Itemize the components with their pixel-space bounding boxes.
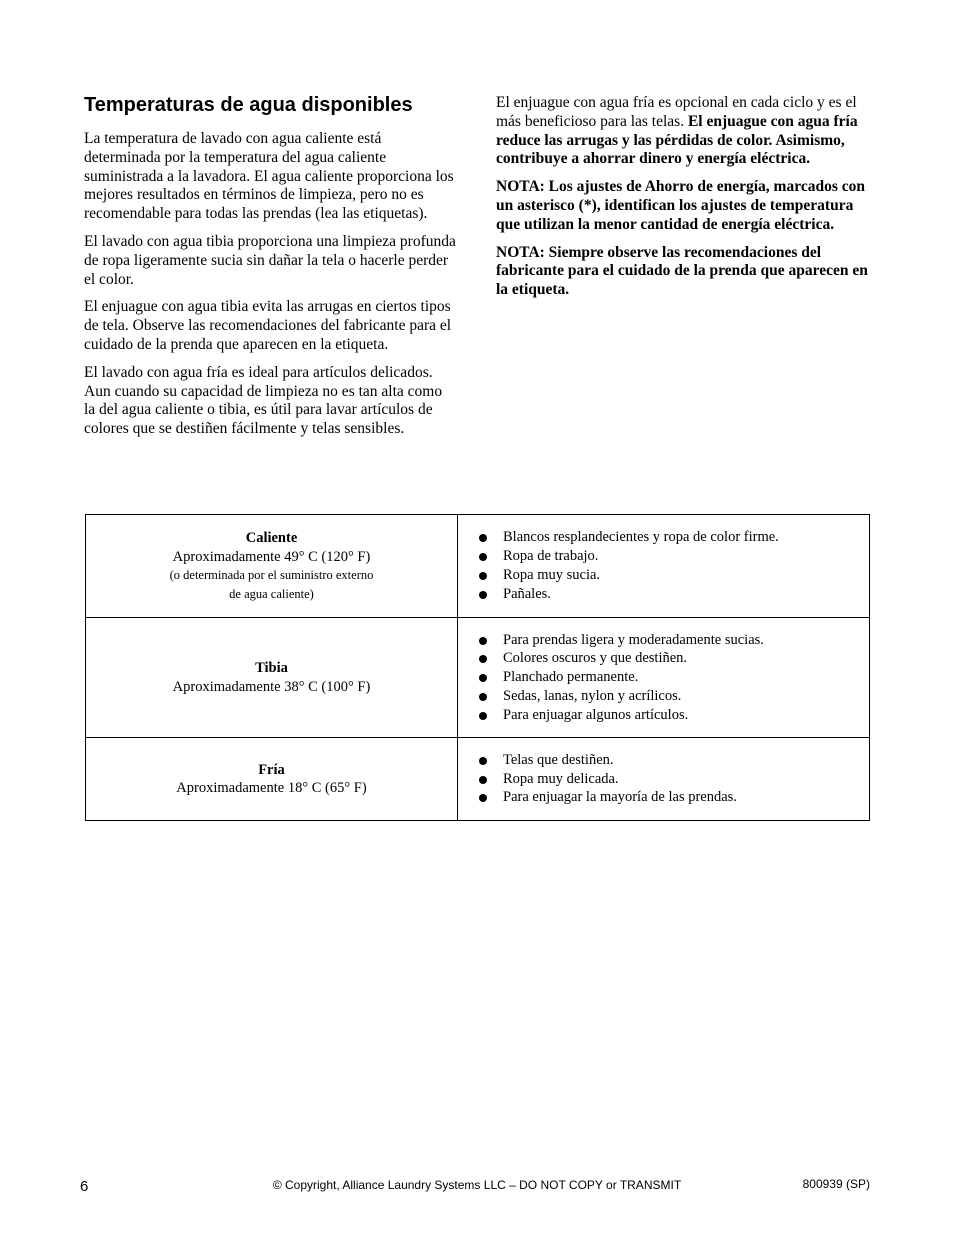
list-item: Ropa muy sucia. — [478, 566, 861, 585]
temperature-name: Caliente — [245, 530, 298, 546]
temperature-name: Fría — [258, 761, 285, 778]
temperature-note: de agua caliente) — [229, 586, 314, 601]
list-item: Ropa muy delicada. — [478, 770, 861, 789]
right-column — [496, 94, 870, 309]
uses-list — [478, 751, 861, 807]
paragraph-cold-wash: El lavado con agua fría es ideal para artículos delicados. Aun cuando su capacidad de limpieza no es tan alta como la del agua caliente o tibia, es útil para lavar artículos de colores que se destiñen fácilmente y telas sensibles. — [84, 363, 443, 438]
document-code: 800939 (SP) — [802, 1177, 870, 1191]
cold-rinse-bold-text: El enjuague con agua fría reduce las arrugas y las pérdidas de color. Asimismo, contribuye a ahorrar dinero y energía eléctrica. — [496, 112, 858, 168]
list-item: Blancos resplandecientes y ropa de color firme. — [478, 528, 861, 547]
paragraph-warm-rinse: El enjuague con agua tibia evita las arrugas en ciertos tipos de tela. Observe las recomendaciones del fabricante para el cuidado de la prenda que aparecen en la etiqueta. — [84, 298, 452, 353]
list-item: Sedas, lanas, nylon y acrílicos. — [478, 687, 861, 706]
uses-list — [478, 631, 861, 725]
paragraph-hot-wash: La temperatura de lavado con agua caliente está determinada por la temperatura del agua caliente suministrada a la lavadora. El agua caliente proporciona los mejores resultados en términos de limpieza, pero no es recomendable para todas las prendas (lea las etiquetas). — [84, 130, 454, 223]
uses-cell — [458, 738, 870, 821]
list-item: Para enjuagar la mayoría de las prendas. — [478, 788, 861, 807]
temperature-value: Aproximadamente 38° C (100° F) — [172, 678, 371, 695]
table-row — [86, 515, 870, 618]
list-item: Para enjuagar algunos artículos. — [478, 706, 861, 725]
list-item: Planchado permanente. — [478, 668, 861, 687]
temperature-value: Aproximadamente 49° C (120° F) — [172, 548, 371, 565]
list-item: Pañales. — [478, 585, 861, 604]
temperature-note: (o determinada por el suministro externo — [169, 568, 374, 582]
copyright-notice: © Copyright, Alliance Laundry Systems LLC – DO NOT COPY or TRANSMIT — [272, 1178, 682, 1192]
cold-rinse-text: El enjuague con agua fría es opcional en cada ciclo y es el más beneficioso para las telas. — [496, 94, 857, 130]
list-item: Para prendas ligera y moderadamente sucias. — [478, 631, 861, 650]
temperature-name: Tibia — [255, 660, 288, 676]
list-item: Telas que destiñen. — [478, 751, 861, 770]
note-care-label: NOTA: Siempre observe las recomendaciones del fabricante para el cuidado de la prenda que aparecen en la etiqueta. — [496, 243, 868, 299]
temperature-cell — [86, 515, 458, 618]
temperature-cell — [86, 618, 458, 738]
uses-cell — [458, 618, 870, 738]
temperature-table — [85, 514, 870, 821]
table-row — [86, 738, 870, 821]
uses-cell — [458, 515, 870, 618]
temperature-value: Aproximadamente 18° C (65° F) — [176, 780, 367, 796]
list-item: Colores oscuros y que destiñen. — [478, 649, 861, 668]
left-column — [84, 92, 456, 448]
uses-list — [478, 528, 861, 603]
page-number: 6 — [80, 1178, 89, 1195]
paragraph-cold-rinse — [496, 94, 870, 169]
page-heading: Temperaturas de agua disponibles — [84, 94, 413, 116]
paragraph-warm-wash: El lavado con agua tibia proporciona una limpieza profunda de ropa ligeramente sucia sin dañar la tela o hacerle perder el color. — [84, 232, 456, 288]
note-energy-saving: NOTA: Los ajustes de Ahorro de energía, marcados con un asterisco (*), identifican los ajustes de temperatura que utilizan la menor cantidad de energía eléctrica. — [496, 178, 865, 233]
list-item: Ropa de trabajo. — [478, 547, 861, 566]
table-row — [86, 618, 870, 738]
temperature-cell — [86, 738, 458, 821]
